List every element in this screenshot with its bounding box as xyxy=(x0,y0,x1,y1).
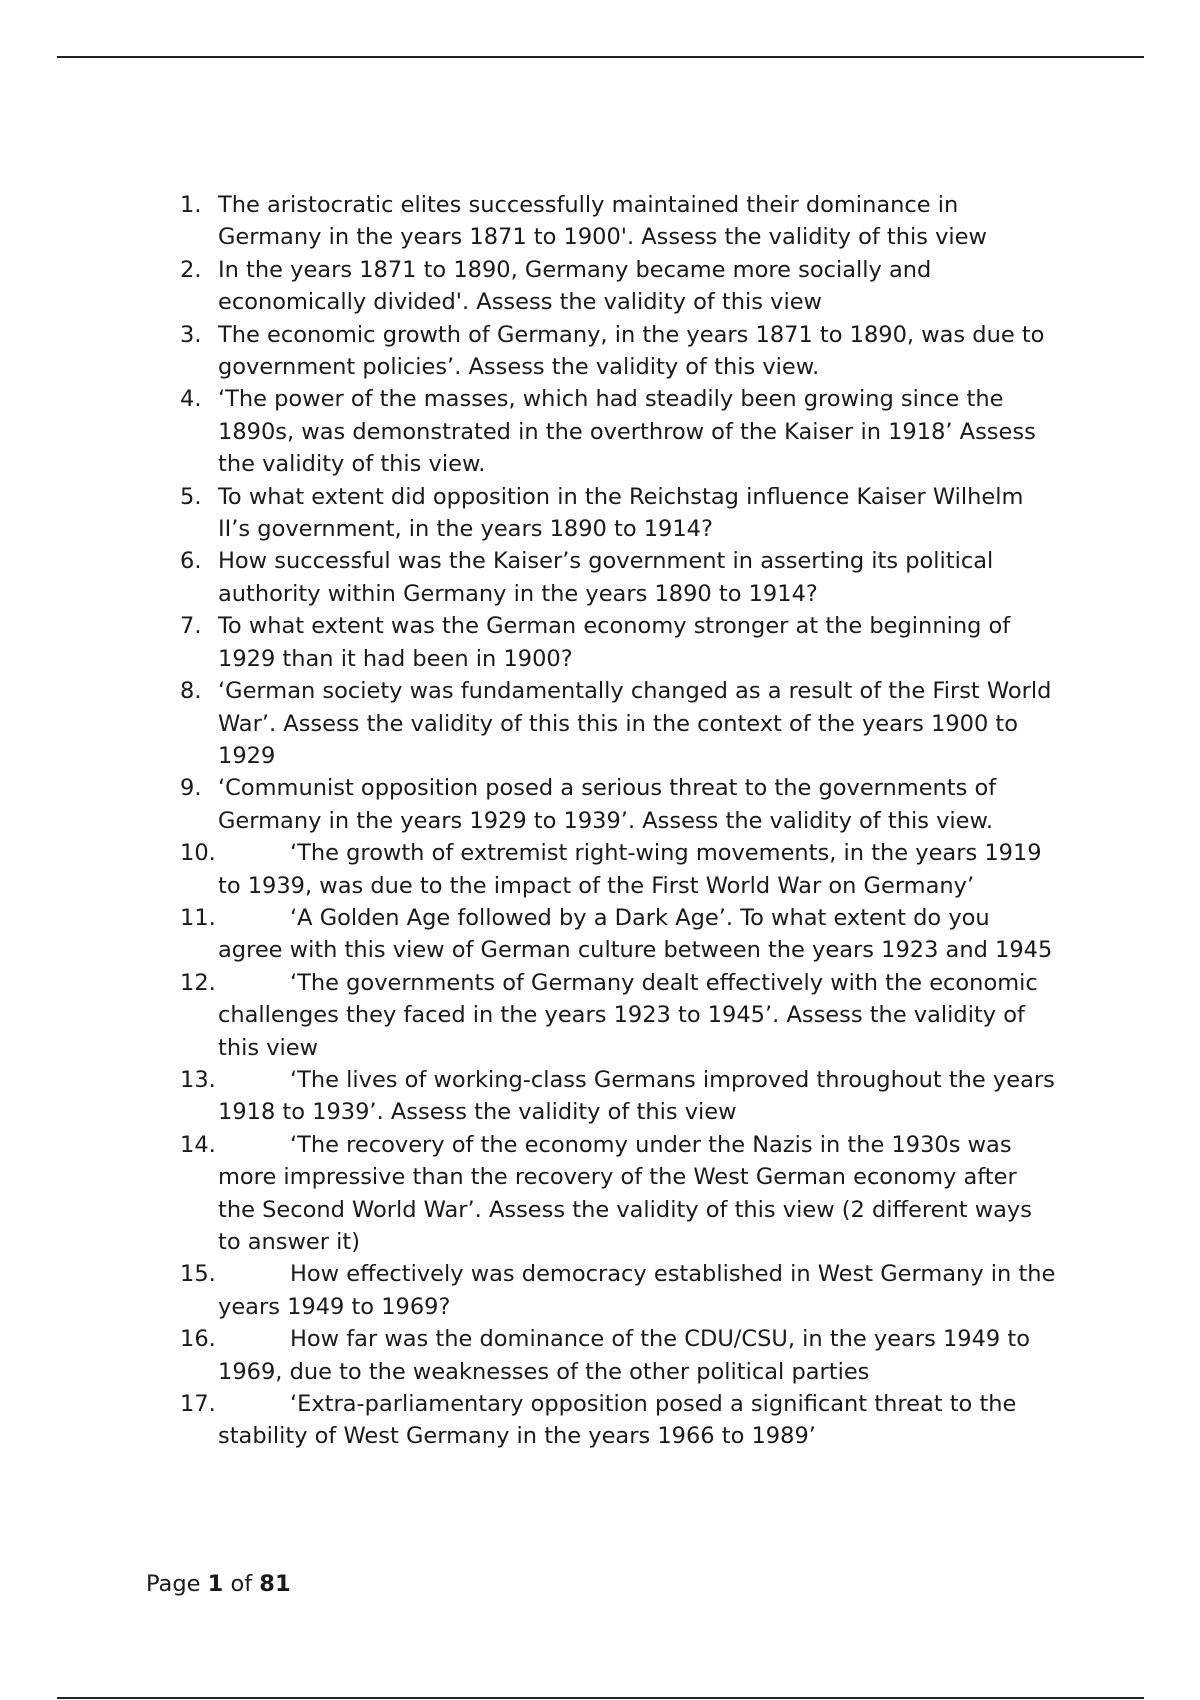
question-text: In the years 1871 to 1890, Germany became more socially and economically divided'. Assess the validity of this view xyxy=(218,256,932,316)
question-text: ‘The lives of working-class Germans improved throughout the years 1918 to 1939’. Assess the validity of this view xyxy=(218,1066,1055,1126)
question-text: The aristocratic elites successfully maintained their dominance in Germany in the years 1871 to 1900'. Assess the validity of this view xyxy=(218,192,987,251)
question-number: 15. xyxy=(180,1261,216,1288)
question-number: 1. xyxy=(180,192,202,218)
question-text: ‘Extra-parliamentary opposition posed a significant threat to the stability of West Germany in the years 1966 to 1989’ xyxy=(218,1391,1017,1450)
question-item xyxy=(180,967,1060,1064)
page-label: Page xyxy=(146,1571,201,1597)
question-number: 11. xyxy=(180,904,216,931)
question-text: ‘Communist opposition posed a serious threat to the governments of Germany in the years 1929 to 1939’. Assess the validity of this view. xyxy=(218,775,997,834)
question-number: 17. xyxy=(180,1391,216,1418)
question-item xyxy=(180,1388,1060,1453)
question-list xyxy=(180,189,1060,1453)
of-label: of xyxy=(230,1571,253,1597)
question-number: 9. xyxy=(180,775,202,802)
footer-rule xyxy=(57,1697,1144,1699)
question-item xyxy=(180,610,1060,675)
question-number: 5. xyxy=(180,483,202,510)
question-item xyxy=(180,1064,1060,1129)
question-item xyxy=(180,1323,1060,1388)
question-text: How effectively was democracy established in West Germany in the years 1949 to 1969? xyxy=(218,1261,1056,1320)
question-item xyxy=(180,254,1060,319)
question-item xyxy=(180,383,1060,480)
question-text: To what extent did opposition in the Reichstag influence Kaiser Wilhelm II’s government, in the years 1890 to 1914? xyxy=(218,483,1024,543)
question-item xyxy=(180,319,1060,384)
question-number: 13. xyxy=(180,1066,216,1093)
question-item xyxy=(180,772,1060,837)
page-number-footer xyxy=(146,1568,291,1600)
question-text: How successful was the Kaiser’s government in asserting its political authority within Germany in the years 1890 to 1914? xyxy=(218,548,994,607)
question-item xyxy=(180,189,1060,254)
header-rule xyxy=(57,56,1144,58)
question-item xyxy=(180,902,1060,967)
total-pages-number: 81 xyxy=(259,1571,291,1597)
question-text: ‘The recovery of the economy under the Nazis in the 1930s was more impressive than the recovery of the West German economy after the Second World War’. Assess the validity of this view (2 different ways to answer it) xyxy=(218,1131,1032,1255)
question-text: ‘The governments of Germany dealt effectively with the economic challenges they faced in the years 1923 to 1945’. Assess the validity of this view xyxy=(218,969,1038,1061)
question-item xyxy=(180,481,1060,546)
question-number: 16. xyxy=(180,1326,216,1353)
question-number: 12. xyxy=(180,969,216,996)
question-text: ‘The growth of extremist right-wing movements, in the years 1919 to 1939, was due to the impact of the First World War on Germany’ xyxy=(218,840,1042,899)
question-number: 10. xyxy=(180,840,216,867)
question-item xyxy=(180,675,1060,772)
question-number: 8. xyxy=(180,678,202,705)
question-number: 14. xyxy=(180,1131,216,1158)
question-number: 7. xyxy=(180,613,202,640)
question-text: How far was the dominance of the CDU/CSU, in the years 1949 to 1969, due to the weaknesses of the other political parties xyxy=(218,1326,1030,1385)
question-item xyxy=(180,1129,1060,1259)
question-item xyxy=(180,1258,1060,1323)
question-item xyxy=(180,837,1060,902)
question-text: ‘A Golden Age followed by a Dark Age’. To what extent do you agree with this view of German culture between the years 1923 and 1945 xyxy=(218,904,1053,964)
question-text: ‘German society was fundamentally changed as a result of the First World War’. Assess the validity of this this in the context of the years 1900 to 1929 xyxy=(218,678,1052,769)
question-number: 4. xyxy=(180,386,202,413)
question-number: 2. xyxy=(180,256,202,283)
question-number: 6. xyxy=(180,548,202,575)
question-text: ‘The power of the masses, which had steadily been growing since the 1890s, was demonstrated in the overthrow of the Kaiser in 1918’ Assess the validity of this view. xyxy=(218,386,1036,478)
current-page-number: 1 xyxy=(207,1571,224,1597)
question-item xyxy=(180,545,1060,610)
question-number: 3. xyxy=(180,321,202,348)
question-text: The economic growth of Germany, in the years 1871 to 1890, was due to government policies’. Assess the validity of this view. xyxy=(218,321,1045,381)
question-text: To what extent was the German economy stronger at the beginning of 1929 than it had been in 1900? xyxy=(218,613,1011,672)
